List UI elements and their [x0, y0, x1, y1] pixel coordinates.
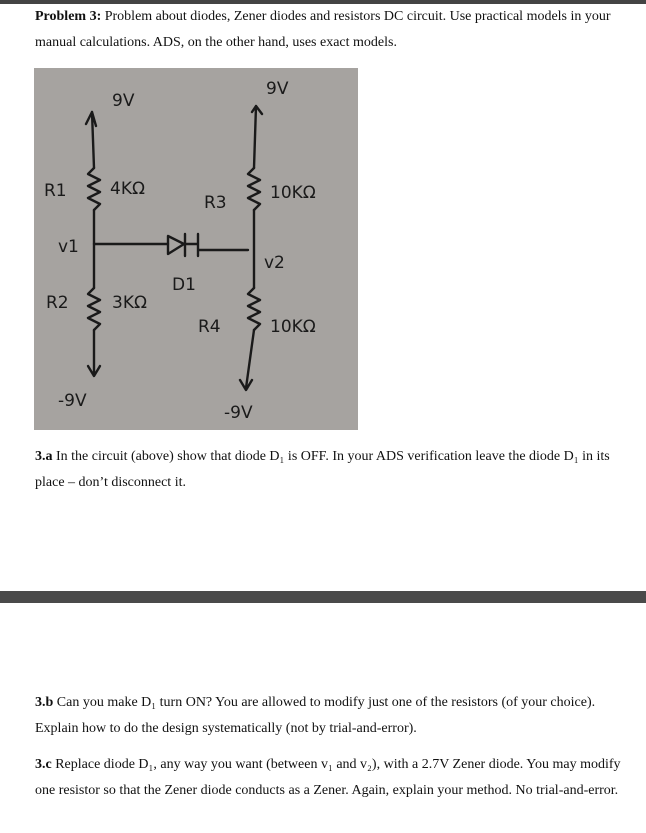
r2-value: 3KΩ [112, 293, 147, 313]
page-divider [0, 591, 646, 603]
problem-statement [35, 4, 625, 56]
part-c-label: 3.c [35, 757, 52, 772]
part-c [35, 752, 625, 804]
part-b [35, 690, 625, 742]
part-c-text: Replace diode D₁, any way you want (between v₁ and v₂), with a 2.7V Zener diode. You may modify one resistor so that the Zener diode conducts as a Zener. Again, explain your method. No trial-and-error. [35, 757, 621, 798]
r2-label: R2 [46, 293, 69, 313]
r4-value: 10KΩ [270, 317, 316, 337]
part-b-label: 3.b [35, 695, 54, 710]
problem-label: Problem 3: [35, 9, 102, 24]
r1-label: R1 [44, 181, 67, 201]
circuit-diagram [34, 68, 358, 430]
r1-value: 4KΩ [110, 179, 145, 199]
r3-resistor [248, 168, 260, 210]
problem-intro: Problem about diodes, Zener diodes and resistors DC circuit. Use practical models in your manual calculations. ADS, on the other hand, uses exact models. [35, 9, 611, 50]
r3-value: 10KΩ [270, 183, 316, 203]
r4-resistor [248, 288, 260, 330]
part-a-label: 3.a [35, 449, 53, 464]
part-b-text: Can you make D₁ turn ON? You are allowed to modify just one of the resistors (of your choice). Explain how to do the design systematically (not by trial-and-error). [35, 695, 596, 736]
r1-resistor [88, 168, 100, 210]
left-supply-label: 9V [112, 91, 135, 111]
r4-label: R4 [198, 317, 221, 337]
right-supply-arrow [252, 106, 262, 168]
right-ground-arrow [240, 330, 254, 390]
circuit-photo [34, 68, 358, 430]
right-supply-label: 9V [266, 79, 289, 99]
diode-symbol [168, 236, 184, 254]
right-ground-label: -9V [224, 403, 253, 423]
r2-resistor [88, 288, 100, 330]
r3-label: R3 [204, 193, 227, 213]
wire-diode-to-v2 [185, 234, 248, 256]
left-supply-arrow [86, 112, 96, 168]
v2-label: v2 [264, 253, 285, 273]
left-ground-label: -9V [58, 391, 87, 411]
part-a-text: In the circuit (above) show that diode D₁ is OFF. In your ADS verification leave the diode D₁ in its place – don’t disconnect it. [35, 449, 610, 490]
v1-label: v1 [58, 237, 79, 257]
left-ground-arrow [88, 330, 100, 376]
diode-label: D1 [172, 275, 196, 295]
part-a [35, 444, 625, 496]
